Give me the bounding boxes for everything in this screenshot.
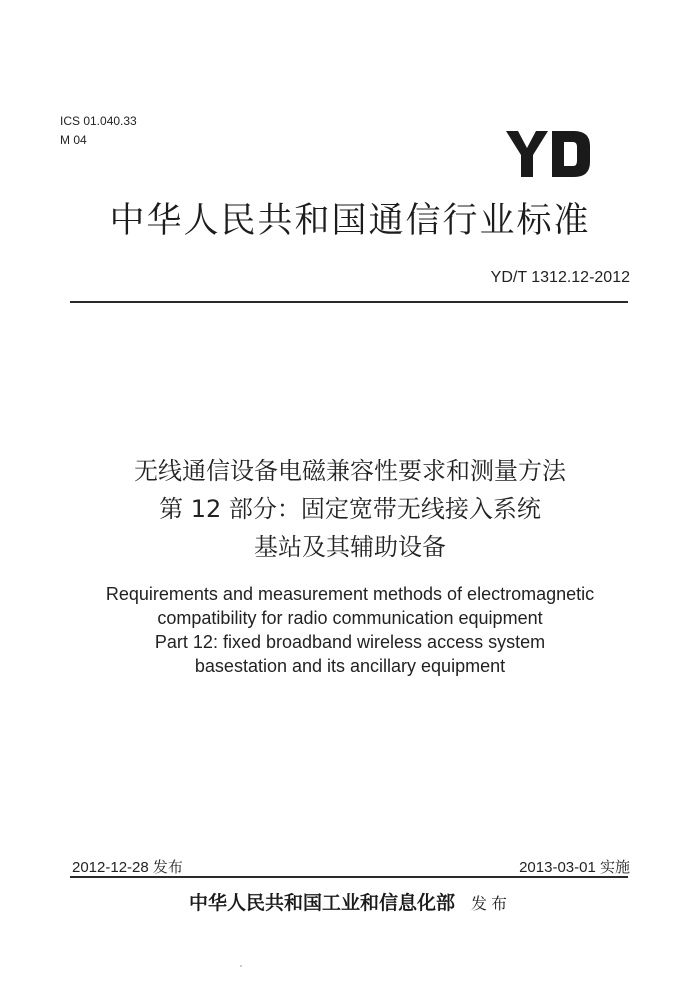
standard-type-title: 中华人民共和国通信行业标准 [109, 201, 591, 241]
chinese-title-line-1: 无线通信设备电磁兼容性要求和测量方法 [134, 457, 566, 485]
ccs-code: M 04 [60, 133, 87, 147]
scan-speck [240, 965, 242, 967]
ics-code: ICS 01.040.33 [60, 114, 137, 128]
chinese-title [0, 452, 700, 566]
chinese-title-line-2: 第 12 部分：固定宽带无线接入系统 [159, 495, 541, 523]
english-title-line-4: basestation and its ancillary equipment [194, 656, 506, 676]
english-title-line-1: Requirements and measurement methods of electromagnetic [105, 584, 595, 604]
english-title [0, 582, 700, 678]
publisher-name: 中华人民共和国工业和信息化部 [188, 892, 455, 914]
implementation-date: 2013-03-01 实施 [519, 859, 630, 876]
issue-date: 2012-12-28 发布 [72, 859, 183, 876]
english-title-line-3: Part 12: fixed broadband wireless access system [154, 632, 546, 652]
header-divider [70, 301, 628, 303]
yd-logo [506, 131, 590, 177]
publisher-suffix: 发布 [471, 894, 512, 913]
english-title-line-2: compatibility for radio communication equipment [157, 608, 543, 628]
footer-divider [70, 876, 628, 878]
chinese-title-line-3: 基站及其辅助设备 [254, 533, 446, 561]
publisher-line [0, 888, 700, 915]
standard-number: YD/T 1312.12-2012 [490, 269, 630, 286]
classification-codes [60, 112, 137, 150]
